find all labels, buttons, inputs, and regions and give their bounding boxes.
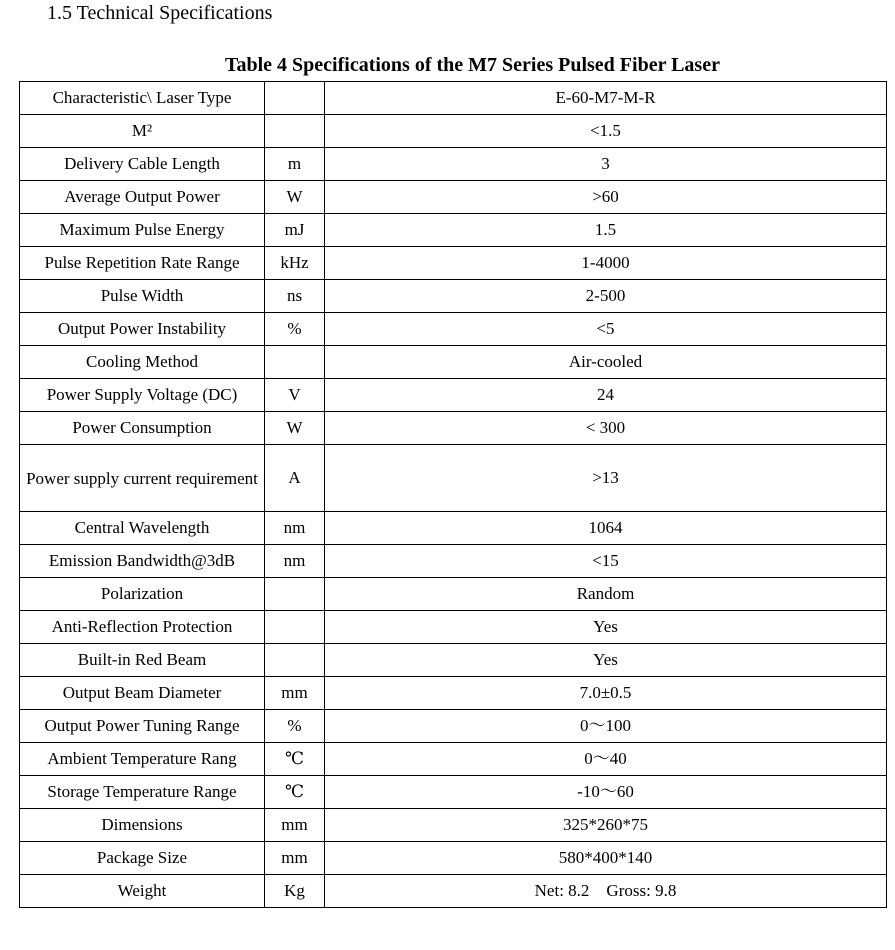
characteristic-cell: Weight (20, 875, 265, 908)
table-row (20, 578, 887, 611)
unit-cell: W (265, 181, 325, 214)
table-row (20, 644, 887, 677)
characteristic-cell: Output Beam Diameter (20, 677, 265, 710)
table-row (20, 247, 887, 280)
table-row (20, 280, 887, 313)
value-cell: <1.5 (325, 115, 887, 148)
characteristic-cell: Pulse Repetition Rate Range (20, 247, 265, 280)
unit-cell: V (265, 379, 325, 412)
value-cell: 2-500 (325, 280, 887, 313)
table-row (20, 214, 887, 247)
table-title: Table 4 Specifications of the M7 Series Pulsed Fiber Laser (225, 54, 720, 76)
unit-cell: W (265, 412, 325, 445)
value-cell: 580*400*140 (325, 842, 887, 875)
unit-cell: nm (265, 545, 325, 578)
unit-cell (265, 578, 325, 611)
characteristic-cell: Power Supply Voltage (DC) (20, 379, 265, 412)
value-cell: 1064 (325, 512, 887, 545)
unit-cell: ns (265, 280, 325, 313)
characteristic-cell: Package Size (20, 842, 265, 875)
unit-cell: A (265, 445, 325, 512)
characteristic-cell: Central Wavelength (20, 512, 265, 545)
characteristic-cell: Dimensions (20, 809, 265, 842)
unit-cell: mm (265, 842, 325, 875)
value-cell: 0～40 (325, 743, 887, 776)
table-row (20, 181, 887, 214)
value-cell: 325*260*75 (325, 809, 887, 842)
unit-cell (265, 82, 325, 115)
unit-cell: kHz (265, 247, 325, 280)
unit-cell: % (265, 313, 325, 346)
value-cell: >13 (325, 445, 887, 512)
unit-cell (265, 346, 325, 379)
table-row (20, 677, 887, 710)
value-cell: <15 (325, 545, 887, 578)
table-row (20, 512, 887, 545)
value-cell: Yes (325, 644, 887, 677)
value-cell: Yes (325, 611, 887, 644)
unit-cell: ℃ (265, 743, 325, 776)
characteristic-cell: Emission Bandwidth@3dB (20, 545, 265, 578)
value-cell: >60 (325, 181, 887, 214)
value-cell: <5 (325, 313, 887, 346)
characteristic-cell: Average Output Power (20, 181, 265, 214)
value-cell: 1.5 (325, 214, 887, 247)
table-row (20, 445, 887, 512)
value-cell: E-60-M7-M-R (325, 82, 887, 115)
characteristic-cell: Built-in Red Beam (20, 644, 265, 677)
unit-cell: nm (265, 512, 325, 545)
value-cell: Random (325, 578, 887, 611)
unit-cell: ℃ (265, 776, 325, 809)
table-row (20, 82, 887, 115)
characteristic-cell: Storage Temperature Range (20, 776, 265, 809)
value-cell: 0～100 (325, 710, 887, 743)
unit-cell: m (265, 148, 325, 181)
value-cell: Air-cooled (325, 346, 887, 379)
unit-cell: mm (265, 677, 325, 710)
table-row (20, 412, 887, 445)
characteristic-cell: Pulse Width (20, 280, 265, 313)
value-cell: 3 (325, 148, 887, 181)
characteristic-cell: Maximum Pulse Energy (20, 214, 265, 247)
table-row (20, 148, 887, 181)
table-row (20, 545, 887, 578)
characteristic-cell: Characteristic\ Laser Type (20, 82, 265, 115)
specifications-table (19, 81, 887, 908)
characteristic-cell: Power Consumption (20, 412, 265, 445)
table-row (20, 809, 887, 842)
value-cell: 7.0±0.5 (325, 677, 887, 710)
unit-cell (265, 611, 325, 644)
table-row (20, 346, 887, 379)
unit-cell: Kg (265, 875, 325, 908)
value-cell: -10～60 (325, 776, 887, 809)
table-row (20, 115, 887, 148)
unit-cell: mJ (265, 214, 325, 247)
specifications-table-body (20, 82, 887, 908)
value-cell: 1-4000 (325, 247, 887, 280)
unit-cell: % (265, 710, 325, 743)
table-row (20, 875, 887, 908)
characteristic-cell: Delivery Cable Length (20, 148, 265, 181)
table-row (20, 842, 887, 875)
table-row (20, 710, 887, 743)
characteristic-cell: Polarization (20, 578, 265, 611)
characteristic-cell: Anti-Reflection Protection (20, 611, 265, 644)
characteristic-cell: Cooling Method (20, 346, 265, 379)
value-cell: 24 (325, 379, 887, 412)
characteristic-cell: M² (20, 115, 265, 148)
characteristic-cell: Power supply current requirement (20, 445, 265, 512)
unit-cell (265, 644, 325, 677)
characteristic-cell: Output Power Instability (20, 313, 265, 346)
table-row (20, 611, 887, 644)
unit-cell: mm (265, 809, 325, 842)
table-row (20, 776, 887, 809)
unit-cell (265, 115, 325, 148)
table-row (20, 743, 887, 776)
table-row (20, 313, 887, 346)
table-row (20, 379, 887, 412)
section-heading: 1.5 Technical Specifications (47, 2, 273, 24)
characteristic-cell: Output Power Tuning Range (20, 710, 265, 743)
characteristic-cell: Ambient Temperature Rang (20, 743, 265, 776)
value-cell: < 300 (325, 412, 887, 445)
value-cell: Net: 8.2 Gross: 9.8 (325, 875, 887, 908)
